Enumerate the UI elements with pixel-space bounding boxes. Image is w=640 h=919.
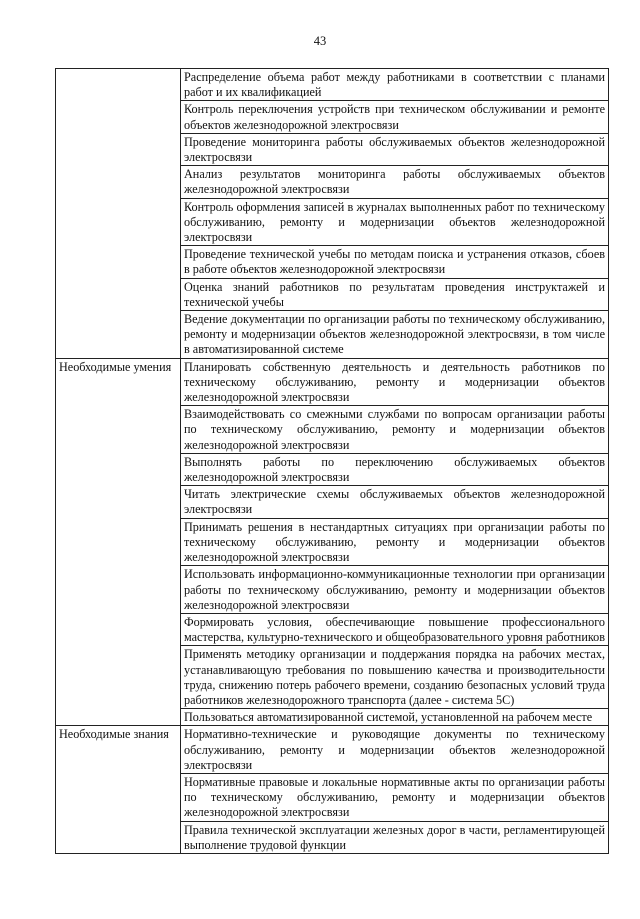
section-item: Контроль переключения устройств при техническом обслуживании и ремонте объектов железнодорожной электросвязи <box>181 101 609 133</box>
section-item: Контроль оформления записей в журналах выполненных работ по техническому обслуживанию, ремонту и модернизации объектов железнодорожной электросвязи <box>181 198 609 246</box>
section-item: Оценка знаний работников по результатам проведения инструктажей и технической учебы <box>181 278 609 310</box>
section-item: Пользоваться автоматизированной системой, установленной на рабочем месте <box>181 709 609 726</box>
section-item: Нормативные правовые и локальные нормативные акты по организации работы по техническому обслуживанию, ремонту и модернизации объектов железнодорожной электросвязи <box>181 773 609 821</box>
table-row <box>56 69 609 101</box>
section-item: Правила технической эксплуатации железных дорог в части, регламентирующей выполнение трудовой функции <box>181 821 609 853</box>
section-item: Планировать собственную деятельность и деятельность работников по техническому обслуживанию, ремонту и модернизации объектов железнодорожной электросвязи <box>181 358 609 406</box>
section-item: Применять методику организации и поддержания порядка на рабочих местах, устанавливающую требования по повышению качества и производительности труда, снижению потерь рабочего времени, созданию безопасных условий труда работников железнодорожного транспорта (далее - система 5С) <box>181 646 609 709</box>
section-item: Анализ результатов мониторинга работы обслуживаемых объектов железнодорожной электросвязи <box>181 166 609 198</box>
table-row <box>56 358 609 406</box>
section-item: Читать электрические схемы обслуживаемых объектов железнодорожной электросвязи <box>181 486 609 518</box>
section-item: Нормативно-технические и руководящие документы по техническому обслуживанию, ремонту и модернизации объектов железнодорожной электросвязи <box>181 726 609 774</box>
section-item: Использовать информационно-коммуникационные технологии при организации работы по техническому обслуживанию, ремонту и модернизации объектов железнодорожной электросвязи <box>181 566 609 614</box>
table-body <box>56 69 609 854</box>
section-item: Выполнять работы по переключению обслуживаемых объектов железнодорожной электросвязи <box>181 453 609 485</box>
section-item: Взаимодействовать со смежными службами по вопросам организации работы по техническому обслуживанию, ремонту и модернизации объектов железнодорожной электросвязи <box>181 406 609 454</box>
section-item: Распределение объема работ между работниками в соответствии с планами работ и их квалификацией <box>181 69 609 101</box>
section-item: Формировать условия, обеспечивающие повышение профессионального мастерства, культурно-технического и общеобразовательного уровня работников <box>181 613 609 645</box>
section-label: Необходимые знания <box>56 726 181 854</box>
section-item: Проведение технической учебы по методам поиска и устранения отказов, сбоев в работе объектов железнодорожной электросвязи <box>181 246 609 278</box>
section-item: Проведение мониторинга работы обслуживаемых объектов железнодорожной электросвязи <box>181 133 609 165</box>
page-number: 43 <box>313 34 327 48</box>
section-label <box>56 69 181 359</box>
section-item: Принимать решения в нестандартных ситуациях при организации работы по техническому обслуживанию, ремонту и модернизации объектов железнодорожной электросвязи <box>181 518 609 566</box>
requirements-table <box>55 68 609 854</box>
section-item: Ведение документации по организации работы по техническому обслуживанию, ремонту и модернизации объектов железнодорожной электросвязи, в том числе в автоматизированной системе <box>181 311 609 359</box>
table-row <box>56 726 609 774</box>
section-label: Необходимые умения <box>56 358 181 726</box>
